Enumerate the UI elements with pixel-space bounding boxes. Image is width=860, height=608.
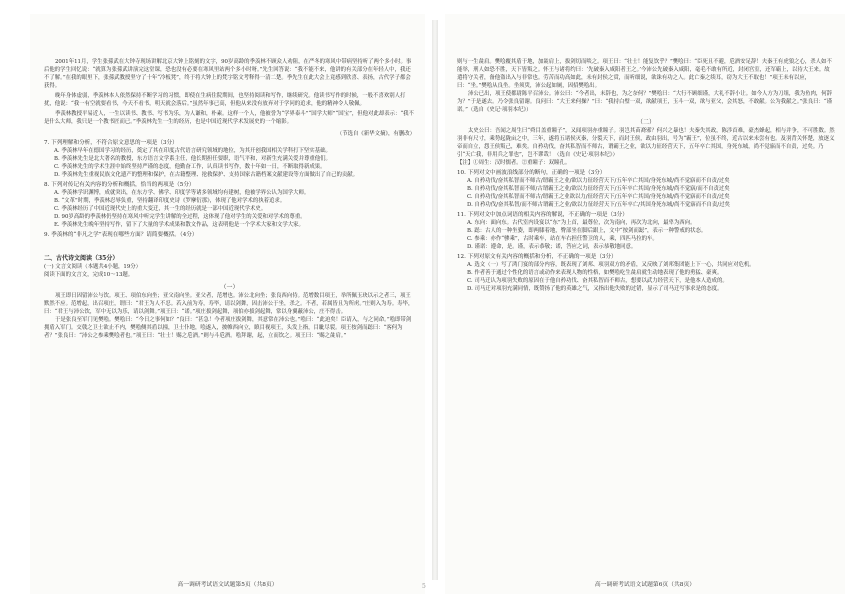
- reading-instruction: 阅读下面的文言文，完成10～13题。: [44, 272, 134, 278]
- q7-option-a: A. 季羡林早年在德国学习的经历，奠定了其在印度古代语言研究领域的地位，为其开创我国相关学科打下坚实基础。: [54, 148, 331, 154]
- q10-option-a: A. 自矜功伐/奋其私智而不师古/谓霸王之业/欲以力征经营天下/五年卒亡其国/身死东城/尚不觉寤而不自责/过矣: [467, 178, 730, 184]
- q10-option-d: D. 自矜功伐/奋其私智/而不师古谓霸王之业/欲以力征经营天下/五年卒亡/其国身死东城/尚不觉寤而不自责/过矣: [467, 202, 730, 208]
- q12-option-c: C. 司马迁认为项羽失败的原因在于他自矜功伐、奋其私智而不师古，想要以武力经营天下，是他本人造成的。: [467, 278, 728, 284]
- biography-paragraph-1: 2001年11月，学生张孫武在大钟寺现场讲解北京大钟上铭刻的文字，90岁高龄的季羡林不顾众人劝阻，在严冬的寒风中带病坚持听了两个多小时。事后他的学生回忆说：“就算为张孫武讲演完这堂课，恐也没有必要在寒风里站两个多小时呀。”先生回答说：“我不能不来，他讲的有关部分在年轻人中，我还不了解。”在我的眼里下，张孫武教授坚守了十年“冷板凳”，终于将大钟上的梵字铭文考释得一清二楚。季先生在此大会上竟感到欣喜、表扬，古代学子都会获得。: [44, 59, 412, 89]
- left-page-content: [44, 58, 415, 340]
- q7-option-b: B. 季羡林先生是北大著名的教授，东方语言文学系主任，他长期担任要职，语气平和，对新生充满关爱并尊重他们。: [54, 156, 331, 162]
- question-9: 9. 季羡林的“非凡之学”表现在哪些方面？请简要概括。（4分）: [44, 232, 198, 238]
- q8-option-a: A. 季羡林学识渊博，成就突出，在东方学、佛学、印度学等诸多领域均有建树，他被学界公认为国学大师。: [54, 190, 310, 196]
- left-page: [30, 14, 425, 594]
- biography-source: （节选自《新华文摘》，有删改）: [336, 131, 415, 137]
- page-number-mark: 5: [422, 583, 426, 590]
- left-page-footer: 高一调研考试语文试题第5页（共8页）: [177, 582, 278, 588]
- classical-paragraph-2: 于是张良至军门见樊哙。樊哙曰：“今日之事何如？”良曰：“甚急！今者项庄拔剑舞，其意常在沛公也。”哙曰：“此迫矣！臣请入，与之同命。”哙即带剑拥盾入军门。交戟之卫士欲止不内，樊哙侧其盾以撞，卫士仆地，哙遂入，披帷西向立，瞋目视项王，头发上指，目眦尽裂。项王按剑而跽曰：“客何为者？”张良曰：“沛公之参乘樊哙者也。”项王曰：“壮士！赐之卮酒。”则与斗卮酒。哙拜谢，起，立而饮之。项王曰：“赐之彘肩。”: [44, 317, 412, 339]
- q11-option-b: B. 跽：古人的一种坐姿，即两膝着地，臀部坐在脚后跟上，文中“按剑而跽”，表示一种警戒的状态。: [467, 228, 707, 234]
- q12-option-b: B. 作者善于通过个性化的语言或动作来表现人物的性格，如樊哙吃生彘肩就生动地表现了他的勇猛、豪爽。: [467, 270, 723, 276]
- q8-option-b: B. “文革”时期，季羡林忍辱负重，坚持翻译印度史诗《罗摩衍那》，体现了他对学术的执着追求。: [54, 198, 286, 204]
- passage-2-note: 【注】①周生：汉时儒者。②重瞳子：双瞳孔。: [457, 160, 571, 166]
- biography-paragraph-2: 晚年身体虚弱，季羡林本人依然保持不断学习的习惯，即使在生病住院期间，也坚持阅读和写作，继续研究。他读书写作的时候，一般不喜欢别人打扰，他说：“我一有空就要看书，今天不看书，明天就会落后。”虽然年事已高，但他从来没有放弃对于学问的追求，他的精神令人敬佩。: [44, 93, 406, 107]
- classical-continued-1: 则与一生彘肩。樊哙覆其盾于地，加彘肩上，拔剑切而啖之。项王曰：“壮士！能复饮乎？”樊哙曰：“臣死且不避，卮酒安足辞！夫秦王有虎狼之心，杀人如不能举，刑人如恐不胜，天下皆叛之。怀王与诸将约曰：‘先破秦入咸阳者王之。’今沛公先破秦入咸阳，毫毛不敢有所近，封闭宫室，还军霸上，以待大王来。故遣将守关者，备他盗出入与非常也。劳苦而功高如此，未有封侯之赏，而听细说，欲诛有功之人。此亡秦之续耳，窃为大王不取也！”项王未有以应，曰：“坐。”樊哙从良坐。坐须臾，沛公起如厕，因招樊哙出。: [457, 59, 832, 89]
- q7-option-c: C. 季羡林先生的学术生涯中始终坚持严谨的态度，他勤奋工作，认真读书写作，数十年如一日，不断取得新成果。: [54, 164, 326, 170]
- q11-option-c: C. 参乘：亦作“骖乘”，古时乘车，站在车右担任警卫的人，乘，四匹马拉的车。: [467, 236, 658, 242]
- q10-option-b: B. 自矜功伐/奋其私智而不师/古谓霸王之业/欲以力征经营天下/五年卒亡其国/身死东城/尚不觉寤/而不自责过矣: [467, 186, 730, 192]
- q10-option-c: C. 自矜功伐/奋其私智而不师古/谓霸王之业欲以力/征经营天下/五年卒亡其国/身死东城/尚不觉寤而不自责/过矣: [467, 194, 730, 200]
- right-page-content: [457, 58, 835, 293]
- question-12: 12. 下列对原文有关内容的概括和分析，不正确的一项是（3分）: [457, 254, 617, 260]
- subsection-heading: (一) 文言文阅读（本题共4小题，19分）: [44, 264, 142, 270]
- passage-2-text: 太史公曰：吾闻之周生曰“舜目盖重瞳子”，又闻项羽亦重瞳子。羽岂其苗裔邪？何兴之暴也！夫秦失其政，陈涉首难，豪杰蜂起，相与并争，不可胜数。然羽非有尺寸，乘势起陇亩之中，三年，遂将五诸侯灭秦，分裂天下，而封王侯，政由羽出，号为“霸王”，位虽不终，近古以来未尝有也。及羽背关怀楚，放逐义帝而自立，怨王侯叛己，难矣。自矜功伐，奋其私智而不师古，谓霸王之业，欲以力征经营天下，五年卒亡其国，身死东城，尚不觉寤而不自责，过矣。乃引“天亡我，非用兵之罪也”，岂不谬哉！（选自《史记·项羽本纪》）: [457, 128, 835, 158]
- q11-option-d: D. 谨诺：遵命，是。谨，表示恭敬；诺，答应之词，表示恭敬地同意。: [467, 244, 637, 250]
- question-10: 10. 下列对文中画波浪线部分的断句，正确的一项是（3分）: [457, 170, 606, 176]
- classical-paragraph-1: 项王即日因留沛公与饮。项王、项伯东向坐；亚父南向坐。亚父者，范增也。沛公北向坐；张良西向侍。范增数目项王，举所佩玉玦以示之者三，项王默然不应。范增起，出召项庄，谓曰：“君王为人不忍。若入前为寿，寿毕，请以剑舞，因击沛公于坐，杀之。不者，若属皆且为所虏。”庄则入为寿。寿毕，曰：“君王与沛公饮，军中无以为乐，请以剑舞。”项王曰：“诺。”项庄拔剑起舞，项伯亦拔剑起舞，常以身翼蔽沛公，庄不得击。: [44, 293, 414, 315]
- q11-option-a: A. 东向：面向东。古代室内设宴以“东”为上首，最尊位，次为南向，再次为北向，最卑为西向。: [467, 220, 696, 226]
- passage-2-title: （二）: [636, 119, 655, 126]
- q8-option-e: E. 季羡林先生晚年坚持写作，留下了大量的学术成果和散文作品，这表明他是一个学术大家和文学大家。: [54, 222, 304, 228]
- question-11: 11. 下列对文中加点词语的相关内容的解说，不正确的一项是（3分）: [457, 212, 628, 218]
- question-8: 8. 下列对传记有关内容的分析和概括，恰当的两项是（5分）: [44, 182, 195, 188]
- right-page: [445, 14, 845, 594]
- right-page-footer: 高一调研考试语文试题第6页（共8页）: [594, 582, 696, 588]
- passage-title: （一）: [220, 284, 239, 291]
- q8-option-d: D. 90岁高龄的季羡林仍坚持在寒风中听完学生讲解的全过程，这体现了他对学生的关爱和对学术的尊重。: [54, 214, 306, 220]
- classical-continued-2: 沛公已出，项王使都尉陈平召沛公。沛公曰：“今者出，未辞也，为之奈何？”樊哙曰：“大行不顾细谨，大礼不辞小让。如今人方为刀俎，我为鱼肉，何辞为？”于是遂去。乃令张良留谢。良问曰：“大王来何操？”曰：“我持白璧一双，欲献项王，玉斗一双，欲与亚父，会其怒，不敢献。公为我献之。”张良曰：“谨诺。”（选自《史记·项羽本纪》）: [457, 91, 833, 113]
- biography-paragraph-3: 季羡林教授平易近人，一生以读书、教书、写书为乐，为人谦和，朴素。这样一个人，他被誉为“学界泰斗”“国学大师”“国宝”，但他对此却表示：“我不是什么大师，我只是一个教书匠而已。”季羡林先生一生的经历，也是中国近现代学术发展史的一个缩影。: [44, 111, 414, 125]
- q8-option-c: C. 季羡林经历了中国近现代史上的重大变迁，其一生的经历就是一部中国近现代学术史。: [54, 206, 267, 212]
- q12-option-d: D. 司马迁对项羽充满同情，既赞扬了他的英雄之气，又指出他失败的过错，显示了司马迁写事求是的态度。: [467, 286, 723, 292]
- q12-option-a: A. 选文（一）写了鸿门宴的部分内容，既表现了刘邦、项羽双方的矛盾，又反映了刘邦集团能上下一心，共同应对危机。: [467, 262, 755, 268]
- q7-option-d: D. 季羡林先生重视民族文化遗产的整理和保护，在古籍整理、抢救保护、支持国家古籍档案文献建设等方面做出了自己的贡献。: [54, 172, 359, 178]
- page-gutter: [432, 20, 438, 580]
- question-7: 7. 下列理解和分析，不符合原文意思的一项是（3分）: [44, 140, 178, 146]
- section-2-heading: 二、古代诗文阅读（35分）: [44, 255, 119, 262]
